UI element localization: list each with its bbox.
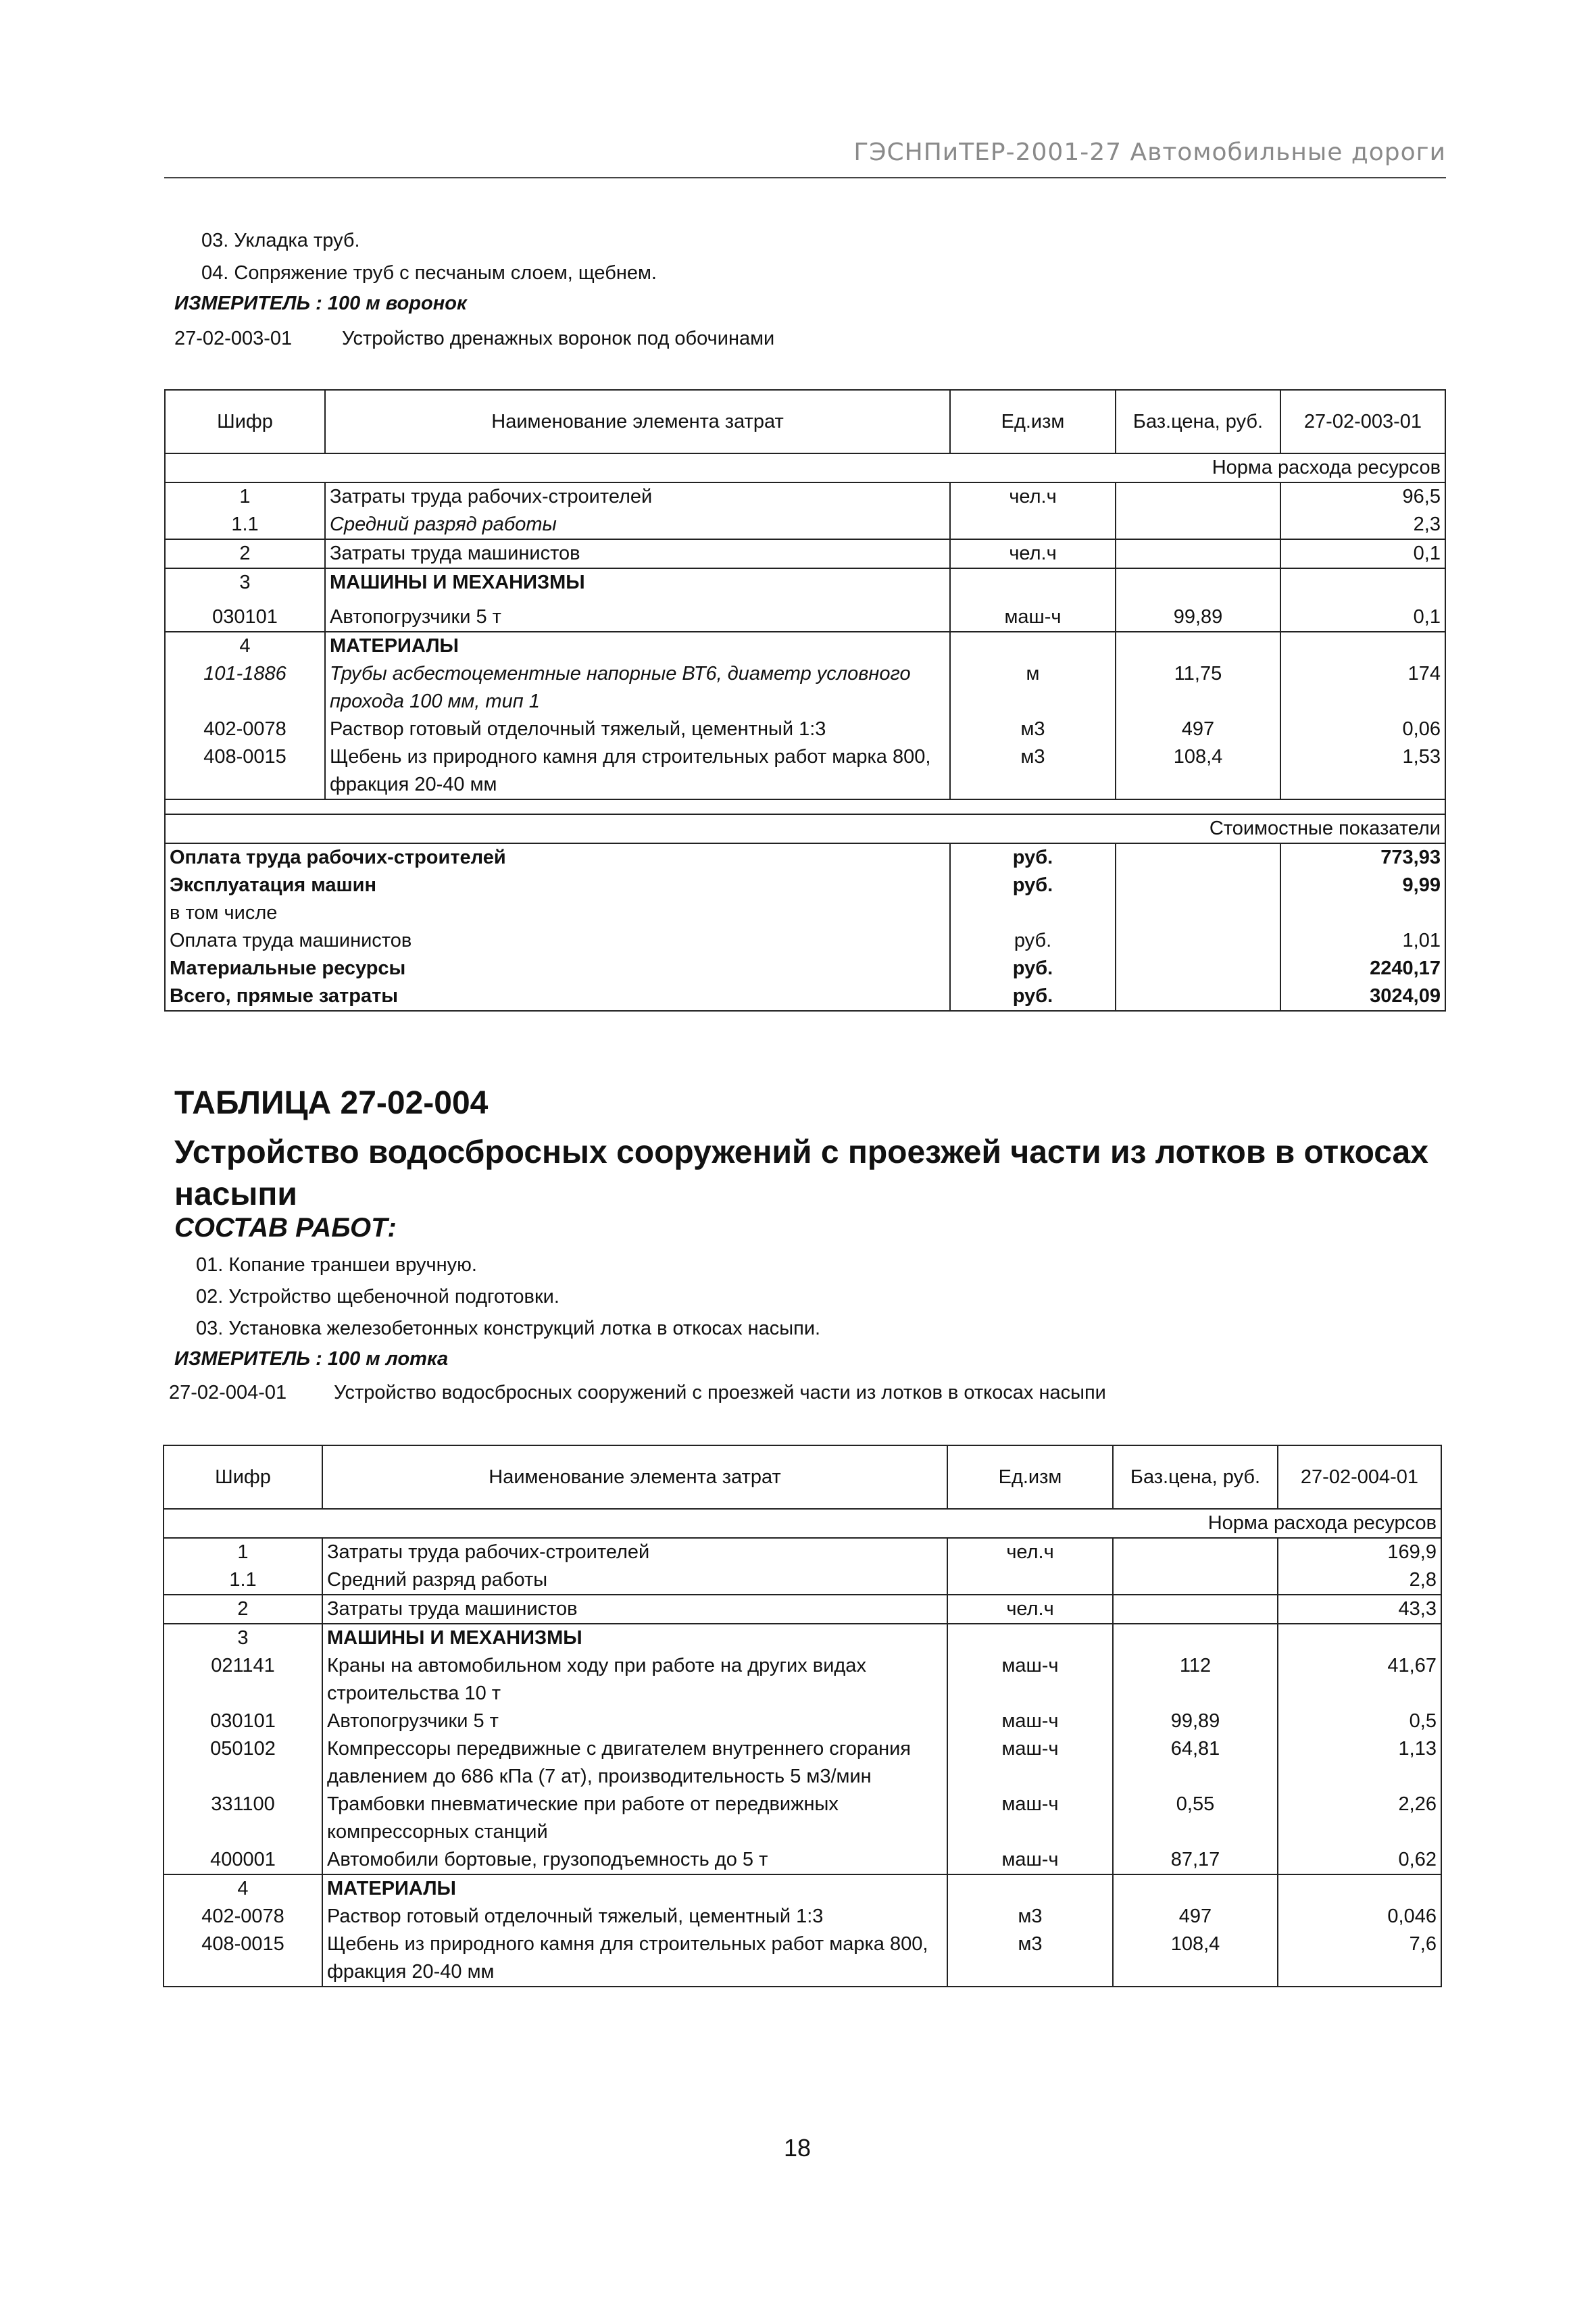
table-row: 4 МАТЕРИАЛЫ: [165, 632, 1445, 660]
summary-row: Оплата труда машинистов руб. 1,01: [165, 927, 1445, 955]
norm-title: Устройство водосбросных сооружений с проезжей части из лотков в откосах насыпи: [334, 1382, 1106, 1403]
composition-label: СОСТАВ РАБОТ:: [174, 1213, 397, 1243]
table-row: 408-0015 Щебень из природного камня для строительных работ марка 800, фракция 20-40 мм м3 108,4 7,6: [164, 1931, 1441, 1987]
table-row: 1.1 Средний разряд работы 2,8: [164, 1566, 1441, 1595]
summary-row: Оплата труда рабочих-строителей руб. 773,93: [165, 843, 1445, 872]
norm-code: 27-02-004-01: [169, 1382, 287, 1403]
col-price: Баз.цена, руб.: [1116, 390, 1280, 453]
table-row: 402-0078 Раствор готовый отделочный тяжелый, цементный 1:3 м3 497 0,046: [164, 1903, 1441, 1931]
summary-row: Материальные ресурсы руб. 2240,17: [165, 955, 1445, 982]
table-row: 400001 Автомобили бортовые, грузоподъемность до 5 т маш-ч 87,17 0,62: [164, 1846, 1441, 1874]
table-row: 331100 Трамбовки пневматические при работе от передвижных компрессорных станций маш-ч 0,55 2,26: [164, 1791, 1441, 1846]
work-step-02: 02. Устройство щебеночной подготовки.: [196, 1286, 559, 1308]
measure-unit-2: ИЗМЕРИТЕЛЬ : 100 м лотка: [174, 1348, 449, 1370]
table-row: 4 МАТЕРИАЛЫ: [164, 1874, 1441, 1903]
col-code: 27-02-003-01: [1280, 390, 1445, 453]
measure-unit-1: ИЗМЕРИТЕЛЬ : 100 м воронок: [174, 293, 467, 314]
col-unit: Ед.изм: [947, 1445, 1113, 1509]
col-name: Наименование элемента затрат: [322, 1445, 947, 1509]
summary-row: Всего, прямые затраты руб. 3024,09: [165, 982, 1445, 1011]
norm-label: Норма расхода ресурсов: [164, 1509, 1441, 1538]
work-step-03: 03. Укладка труб.: [201, 230, 360, 251]
table-row: 1 Затраты труда рабочих-строителей чел.ч 169,9: [164, 1538, 1441, 1566]
header-divider: [164, 177, 1446, 178]
col-cipher: Шифр: [165, 390, 325, 453]
work-step-03b: 03. Установка железобетонных конструкций лотка в откосах насыпи.: [196, 1318, 821, 1339]
cost-label: Стоимостные показатели: [165, 814, 1445, 843]
norm-label: Норма расхода ресурсов: [165, 453, 1445, 482]
cost-table-2: [163, 1445, 1442, 1987]
norm-title: Устройство дренажных воронок под обочинами: [342, 328, 775, 349]
table-row: 408-0015 Щебень из природного камня для строительных работ марка 800, фракция 20-40 мм м3 108,4 1,53: [165, 743, 1445, 799]
header-title: ГЭСНПиТЕР-2001-27 Автомобильные дороги: [853, 139, 1446, 166]
table-description: Устройство водосбросных сооружений с проезжей части из лотков в откосах насыпи: [174, 1135, 1428, 1212]
col-price: Баз.цена, руб.: [1113, 1445, 1278, 1509]
table-row: 050102 Компрессоры передвижные с двигателем внутреннего сгорания давлением до 686 кПа (7 ат), производительность 5 м3/мин маш-ч 64,81 1,13: [164, 1735, 1441, 1791]
table-row: 101-1886 Трубы асбестоцементные напорные ВТ6, диаметр условного прохода 100 мм, тип 1 м 11,75 174: [165, 660, 1445, 716]
table-row: 030101 Автопогрузчики 5 т маш-ч 99,89 0,1: [165, 597, 1445, 632]
cost-table-1: [164, 389, 1446, 1012]
table-row: 021141 Краны на автомобильном ходу при работе на других видах строительства 10 т маш-ч 112 41,67: [164, 1652, 1441, 1708]
page-number: 18: [784, 2134, 812, 2162]
table-row: 3 МАШИНЫ И МЕХАНИЗМЫ: [164, 1624, 1441, 1652]
table-row: 2 Затраты труда машинистов чел.ч 0,1: [165, 539, 1445, 568]
col-name: Наименование элемента затрат: [325, 390, 950, 453]
norm-item-1: [174, 328, 774, 350]
summary-row: в том числе: [165, 899, 1445, 927]
col-code: 27-02-004-01: [1278, 1445, 1441, 1509]
summary-row: Эксплуатация машин руб. 9,99: [165, 872, 1445, 899]
col-cipher: Шифр: [164, 1445, 322, 1509]
table-row: 3 МАШИНЫ И МЕХАНИЗМЫ: [165, 568, 1445, 597]
table-row: 030101 Автопогрузчики 5 т маш-ч 99,89 0,5: [164, 1708, 1441, 1735]
table-row: 1 Затраты труда рабочих-строителей чел.ч 96,5: [165, 482, 1445, 511]
norm-item-2: [169, 1382, 1106, 1404]
table-row: 402-0078 Раствор готовый отделочный тяжелый, цементный 1:3 м3 497 0,06: [165, 716, 1445, 743]
norm-code: 27-02-003-01: [174, 328, 293, 349]
work-step-04: 04. Сопряжение труб с песчаным слоем, щебнем.: [201, 262, 657, 284]
table-row: 1.1 Средний разряд работы 2,3: [165, 511, 1445, 539]
work-step-01: 01. Копание траншеи вручную.: [196, 1254, 477, 1276]
table-row: 2 Затраты труда машинистов чел.ч 43,3: [164, 1595, 1441, 1624]
table-title: ТАБЛИЦА 27-02-004: [174, 1085, 489, 1121]
col-unit: Ед.изм: [950, 390, 1116, 453]
